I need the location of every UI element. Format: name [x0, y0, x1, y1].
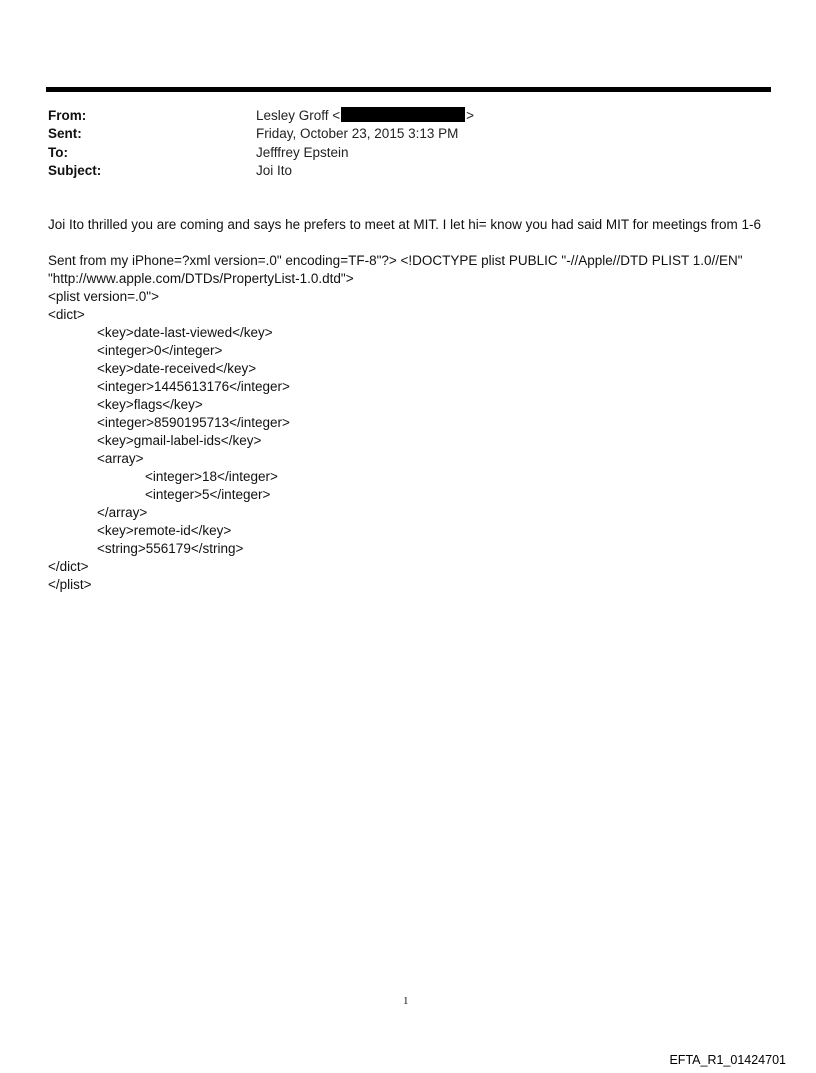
subject-value: Joi Ito	[256, 163, 293, 178]
array-item: <integer>5</integer>	[145, 487, 271, 502]
sent-label: Sent:	[48, 126, 82, 141]
plist-item: <key>date-received</key>	[97, 361, 257, 376]
plist-item: <key>flags</key>	[97, 397, 203, 412]
plist-item: <array>	[97, 451, 144, 466]
header-rule	[46, 87, 771, 92]
message-text: Joi Ito thrilled you are coming and says he prefers to meet at MIT. I let hi= know you had said MIT for meetings from 1-6	[48, 217, 761, 232]
plist-item: <key>remote-id</key>	[97, 523, 232, 538]
to-value: Jefffrey Epstein	[256, 145, 349, 160]
plist-item: <string>556179</string>	[97, 541, 244, 556]
document-id: EFTA_R1_01424701	[669, 1053, 786, 1067]
plist-item: <key>gmail-label-ids</key>	[97, 433, 262, 448]
plist-item: <key>date-last-viewed</key>	[97, 325, 273, 340]
plist-item: <integer>0</integer>	[97, 343, 223, 358]
sent-from-line-2: "http://www.apple.com/DTDs/PropertyList-1.0.dtd">	[48, 271, 354, 286]
dict-close: </dict>	[48, 559, 89, 574]
dict-open: <dict>	[48, 307, 85, 322]
plist-item: </array>	[97, 505, 148, 520]
sent-value: Friday, October 23, 2015 3:13 PM	[256, 126, 459, 141]
from-name: Lesley Groff <	[256, 108, 341, 123]
from-suffix: >	[466, 108, 475, 123]
plist-item: <integer>1445613176</integer>	[97, 379, 290, 394]
subject-label: Subject:	[48, 163, 102, 178]
from-value	[256, 107, 474, 125]
page-number: 1	[403, 995, 409, 1007]
to-label: To:	[48, 145, 68, 160]
plist-close: </plist>	[48, 577, 92, 592]
sent-from-line-1: Sent from my iPhone=?xml version=.0" encoding=TF-8"?> <!DOCTYPE plist PUBLIC "-//Apple//DTD PLIST 1.0//EN"	[48, 253, 743, 268]
plist-open: <plist version=.0">	[48, 289, 159, 304]
from-label: From:	[48, 108, 87, 123]
redaction-block	[341, 107, 465, 122]
plist-item: <integer>8590195713</integer>	[97, 415, 290, 430]
array-item: <integer>18</integer>	[145, 469, 278, 484]
